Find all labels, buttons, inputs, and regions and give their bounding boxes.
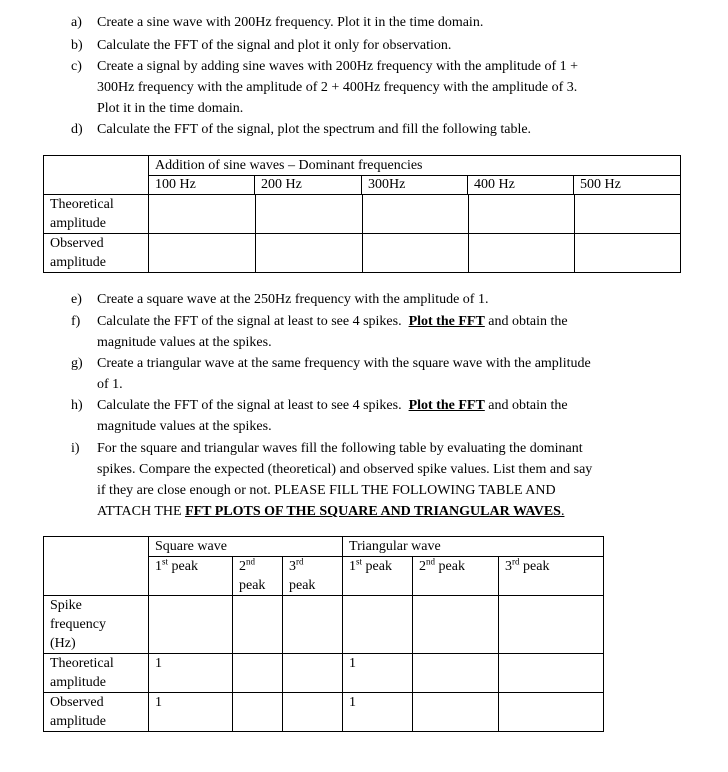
square-3rd-peak-header	[283, 557, 343, 596]
triangular-wave-header: Triangular wave	[343, 537, 604, 557]
table-cell[interactable]	[343, 596, 413, 654]
triangular-3rd-peak-header	[499, 557, 604, 596]
row-label-line: amplitude	[50, 675, 106, 690]
peak-word: peak	[289, 578, 316, 593]
table-cell[interactable]: 1	[343, 693, 413, 732]
row-label-line: amplitude	[50, 216, 106, 231]
table-cell[interactable]	[233, 596, 283, 654]
row-label-line: Theoretical	[50, 197, 114, 212]
table-cell[interactable]	[575, 234, 681, 273]
group-header: Addition of sine waves – Dominant frequencies	[155, 158, 423, 173]
text-run: Calculate the FFT of the signal at least to see 4 spikes.	[97, 398, 402, 413]
square-2nd-peak-header	[233, 557, 283, 596]
item-c-line2: 300Hz frequency with the amplitude of 2 + 400Hz frequency with the amplitude of 3.	[97, 80, 578, 95]
text-run: Calculate the FFT of the signal at least to see 4 spikes.	[97, 314, 402, 329]
table-cell[interactable]	[413, 596, 499, 654]
table-cell[interactable]: 1	[343, 654, 413, 693]
item-f-line2: magnitude values at the spikes.	[97, 335, 272, 350]
peak-number: 2	[239, 559, 246, 574]
table-cell[interactable]	[499, 596, 604, 654]
row-label-line: amplitude	[50, 714, 106, 729]
text-run: and obtain the	[488, 314, 568, 329]
ordinal-suffix: nd	[426, 556, 436, 567]
table-cell[interactable]: 1	[149, 693, 233, 732]
row-label-observed	[44, 234, 149, 273]
item-text	[97, 395, 568, 416]
text-run: .	[560, 504, 565, 519]
col-header-500hz: 500 Hz	[580, 177, 621, 192]
corner-cell	[44, 557, 149, 596]
item-marker: d)	[71, 122, 83, 137]
peak-number: 1	[349, 559, 357, 574]
peak-word: peak	[239, 578, 266, 593]
triangular-2nd-peak-header	[413, 557, 499, 596]
item-text: Create a signal by adding sine waves with 200Hz frequency with the amplitude of 1 +	[97, 59, 579, 74]
row-label-observed	[44, 693, 149, 732]
ordinal-suffix: nd	[246, 556, 255, 567]
item-marker: b)	[71, 38, 83, 53]
bold-underline-text: FFT PLOTS OF THE SQUARE AND TRIANGULAR WAVES	[185, 504, 561, 519]
row-label-line: Observed	[50, 695, 104, 710]
table-cell[interactable]	[149, 596, 233, 654]
bold-underline-text: Plot the FFT	[408, 398, 485, 413]
table-cell[interactable]	[283, 693, 343, 732]
table-cell[interactable]	[256, 234, 363, 273]
table-cell[interactable]	[283, 596, 343, 654]
table-cell[interactable]	[499, 654, 604, 693]
peak-word: peak	[365, 559, 392, 574]
item-h-line2: magnitude values at the spikes.	[97, 419, 272, 434]
table-cell[interactable]	[256, 195, 363, 234]
item-text	[97, 311, 568, 332]
item-text: For the square and triangular waves fill the following table by evaluating the dominant	[97, 441, 583, 456]
frequencies-table	[43, 155, 681, 273]
peak-number: 3	[289, 559, 296, 574]
table-cell[interactable]	[363, 195, 469, 234]
table-cell[interactable]	[283, 654, 343, 693]
table-cell[interactable]	[233, 693, 283, 732]
col-header-300hz: 300Hz	[362, 176, 468, 194]
table-cell[interactable]: 1	[149, 654, 233, 693]
item-marker: h)	[71, 398, 83, 413]
row-label-line: (Hz)	[50, 636, 76, 651]
ordinal-suffix: rd	[512, 556, 520, 567]
peak-word: peak	[523, 559, 550, 574]
peak-word: peak	[171, 559, 198, 574]
item-marker: a)	[71, 15, 82, 30]
item-i-line4	[97, 501, 564, 522]
group-header-cell	[149, 156, 681, 195]
square-wave-header: Square wave	[149, 537, 343, 557]
item-text: Calculate the FFT of the signal and plot it only for observation.	[97, 38, 452, 53]
table-cell[interactable]	[363, 234, 469, 273]
corner-cell	[44, 537, 149, 557]
table-cell[interactable]	[575, 195, 681, 234]
ordinal-suffix: rd	[296, 556, 304, 567]
item-marker: i)	[71, 441, 80, 456]
col-header-200hz: 200 Hz	[255, 176, 362, 194]
col-header-100hz: 100 Hz	[149, 176, 255, 194]
row-label-line: Theoretical	[50, 656, 114, 671]
peak-number: 1	[155, 559, 162, 574]
table-cell[interactable]	[233, 654, 283, 693]
table-cell[interactable]	[469, 234, 575, 273]
table-cell[interactable]	[499, 693, 604, 732]
item-text: Create a triangular wave at the same frequency with the square wave with the amplitude	[97, 356, 591, 371]
item-g-line2: of 1.	[97, 377, 123, 392]
item-i-line3: if they are close enough or not. PLEASE FILL THE FOLLOWING TABLE AND	[97, 483, 556, 498]
triangular-1st-peak-header	[343, 557, 413, 596]
item-marker: g)	[71, 356, 83, 371]
ordinal-suffix: st	[356, 556, 363, 567]
row-label-line: Observed	[50, 236, 104, 251]
row-label-theoretical	[44, 654, 149, 693]
table-cell[interactable]	[413, 693, 499, 732]
row-label-line: amplitude	[50, 255, 106, 270]
item-text: Calculate the FFT of the signal, plot the spectrum and fill the following table.	[97, 122, 532, 137]
item-marker: c)	[71, 59, 82, 74]
table-cell[interactable]	[149, 195, 256, 234]
table-cell[interactable]	[149, 234, 256, 273]
col-header-400hz: 400 Hz	[468, 176, 574, 194]
text-run: ATTACH THE	[97, 504, 182, 519]
table-cell[interactable]	[413, 654, 499, 693]
text-run: and obtain the	[488, 398, 568, 413]
row-label-theoretical	[44, 195, 149, 234]
square-1st-peak-header	[149, 557, 233, 596]
item-text: Create a square wave at the 250Hz frequency with the amplitude of 1.	[97, 292, 489, 307]
bold-underline-text: Plot the FFT	[408, 314, 485, 329]
item-c-line3: Plot it in the time domain.	[97, 101, 244, 116]
peak-word: peak	[438, 559, 465, 574]
corner-cell	[44, 156, 149, 195]
spikes-table	[43, 536, 604, 732]
peak-number: 3	[505, 559, 513, 574]
ordinal-suffix: st	[162, 556, 169, 567]
row-label-line: frequency	[50, 617, 106, 632]
peak-number: 2	[419, 559, 427, 574]
item-marker: e)	[71, 292, 82, 307]
row-label-line: Spike	[50, 598, 82, 613]
item-text: Create a sine wave with 200Hz frequency. Plot it in the time domain.	[97, 15, 484, 30]
table-cell[interactable]	[469, 195, 575, 234]
row-label-spike-frequency	[44, 596, 149, 654]
item-i-line2: spikes. Compare the expected (theoretical) and observed spike values. List them and say	[97, 462, 593, 477]
item-marker: f)	[71, 314, 81, 329]
